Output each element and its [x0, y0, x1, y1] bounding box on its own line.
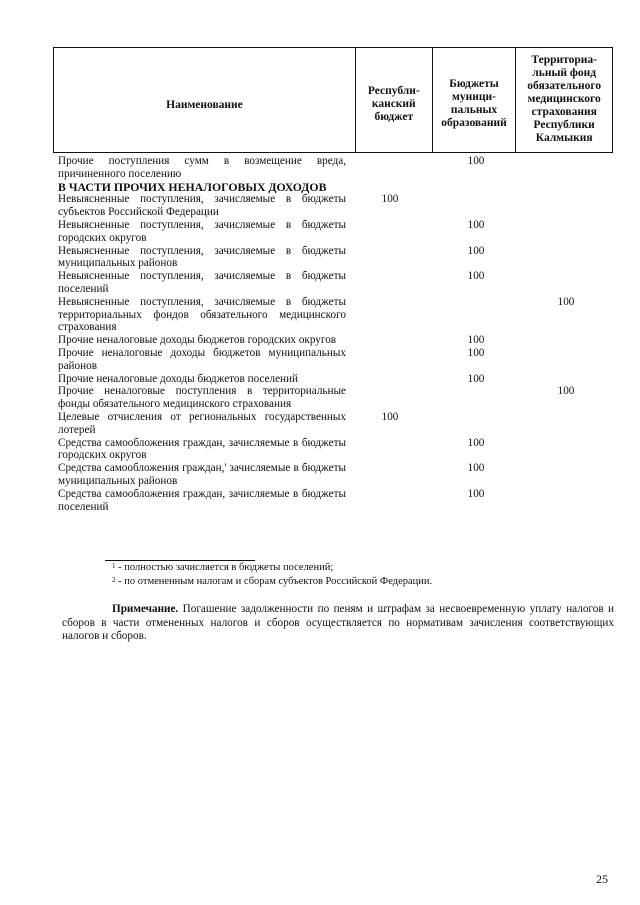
row-name: Средства самообложения граждан,' зачисляемые в бюджеты муниципальных районов: [58, 462, 346, 487]
header-territorial-line: Калмыкия: [535, 132, 593, 144]
row-value-municipal: 100: [467, 218, 485, 231]
row-name: Прочие поступления сумм в возмещение вреда, причиненного поселению: [58, 155, 346, 180]
header-territorial: [516, 48, 612, 152]
header-territorial-line: Территориа-: [531, 54, 597, 66]
header-territorial-line: медицинского: [527, 93, 601, 105]
row-value-republic: 100: [381, 410, 399, 423]
row-name: Прочие неналоговые доходы бюджетов городских округов: [58, 334, 337, 347]
table-row: [58, 385, 618, 411]
header-territorial-line: страхования: [531, 106, 597, 118]
header-territorial-line: льный фонд: [532, 67, 597, 79]
header-territorial-line: обязательного: [527, 80, 602, 92]
table-row: [58, 373, 618, 386]
table-row: [58, 411, 618, 437]
footnote-divider: [105, 560, 255, 561]
note-text: Погашение задолженности по пеням и штрафам за несвоевременную уплату налогов и сборов в части отмененных налогов и сборов осуществляется по нормативам зачисления соответствующих налогов и сборов.: [62, 603, 615, 643]
table-row: [58, 193, 618, 219]
row-value-municipal: 100: [467, 372, 485, 385]
header-municipal-line: пальных: [450, 104, 498, 116]
row-value-municipal: 100: [467, 270, 485, 283]
table-row: [58, 155, 618, 181]
table-row: [58, 462, 618, 488]
row-name: Невыясненные поступления, зачисляемые в бюджеты территориальных фондов обязательного медицинского страхования: [58, 295, 346, 334]
header-municipal: [433, 48, 517, 152]
page-number: 25: [596, 872, 608, 886]
table-header: [53, 47, 613, 153]
row-value-municipal: 100: [467, 155, 485, 167]
table-row: [58, 437, 618, 463]
header-territorial-line: Республики: [533, 119, 595, 131]
table-row: [58, 334, 618, 347]
row-name: Прочие неналоговые поступления в территориальные фонды обязательного медицинского страхования: [58, 385, 346, 411]
row-name: Средства самообложения граждан, зачисляемые в бюджеты городских округов: [58, 436, 346, 462]
row-value-territorial: 100: [557, 385, 575, 398]
table-row: [58, 488, 618, 514]
table-row: [58, 219, 618, 245]
row-value-republic: 100: [381, 193, 399, 206]
row-name: Средства самообложения граждан, зачисляемые в бюджеты поселений: [58, 487, 346, 513]
note-label: Примечание.: [112, 603, 179, 615]
footnote-mark: 1: [112, 562, 116, 570]
header-republic-line: канский: [371, 97, 416, 110]
footnote-2: [112, 576, 432, 588]
header-republic-line: Республи-: [367, 84, 420, 97]
row-value-municipal: 100: [467, 436, 485, 449]
row-value-municipal: 100: [467, 462, 485, 475]
row-name: Невыясненные поступления, зачисляемые в бюджеты поселений: [58, 270, 346, 295]
row-value-municipal: 100: [467, 244, 485, 257]
header-republic: [356, 48, 433, 152]
table-row: [58, 296, 618, 334]
header-municipal-line: образований: [441, 117, 507, 129]
header-name: [54, 48, 356, 152]
table-row: [58, 347, 618, 373]
row-value-municipal: 100: [467, 334, 485, 347]
footnote-mark: 2: [112, 576, 116, 584]
row-name: Невыясненные поступления, зачисляемые в бюджеты городских округов: [58, 218, 346, 244]
table-row: [58, 245, 618, 271]
row-name: Целевые отчисления от региональных государственных лотерей: [58, 410, 346, 436]
row-name: Прочие неналоговые доходы бюджетов поселений: [58, 372, 299, 385]
footnote-text: - полностью зачисляется в бюджеты поселений;: [118, 562, 334, 573]
row-name: Невыясненные поступления, зачисляемые в бюджеты субъектов Российской Федерации: [58, 193, 346, 219]
header-name-label: Наименование: [166, 98, 243, 111]
row-value-territorial: 100: [557, 295, 575, 308]
header-municipal-line: муници-: [452, 91, 496, 103]
row-name: Прочие неналоговые доходы бюджетов муниципальных районов: [58, 346, 346, 372]
row-value-municipal: 100: [467, 346, 485, 359]
row-name: Невыясненные поступления, зачисляемые в бюджеты муниципальных районов: [58, 244, 346, 270]
row-value-municipal: 100: [467, 487, 485, 500]
header-municipal-line: Бюджеты: [449, 78, 499, 90]
table-body: [58, 155, 618, 513]
footnote-1: [112, 562, 333, 574]
note-paragraph: [62, 603, 614, 644]
footnote-text: - по отмененным налогам и сборам субъектов Российской Федерации.: [118, 576, 433, 587]
header-republic-line: бюджет: [374, 110, 414, 123]
row-name: В ЧАСТИ ПРОЧИХ НЕНАЛОГОВЫХ ДОХОДОВ: [58, 179, 327, 194]
table-row: [58, 270, 618, 296]
section-heading-row: [58, 181, 618, 194]
